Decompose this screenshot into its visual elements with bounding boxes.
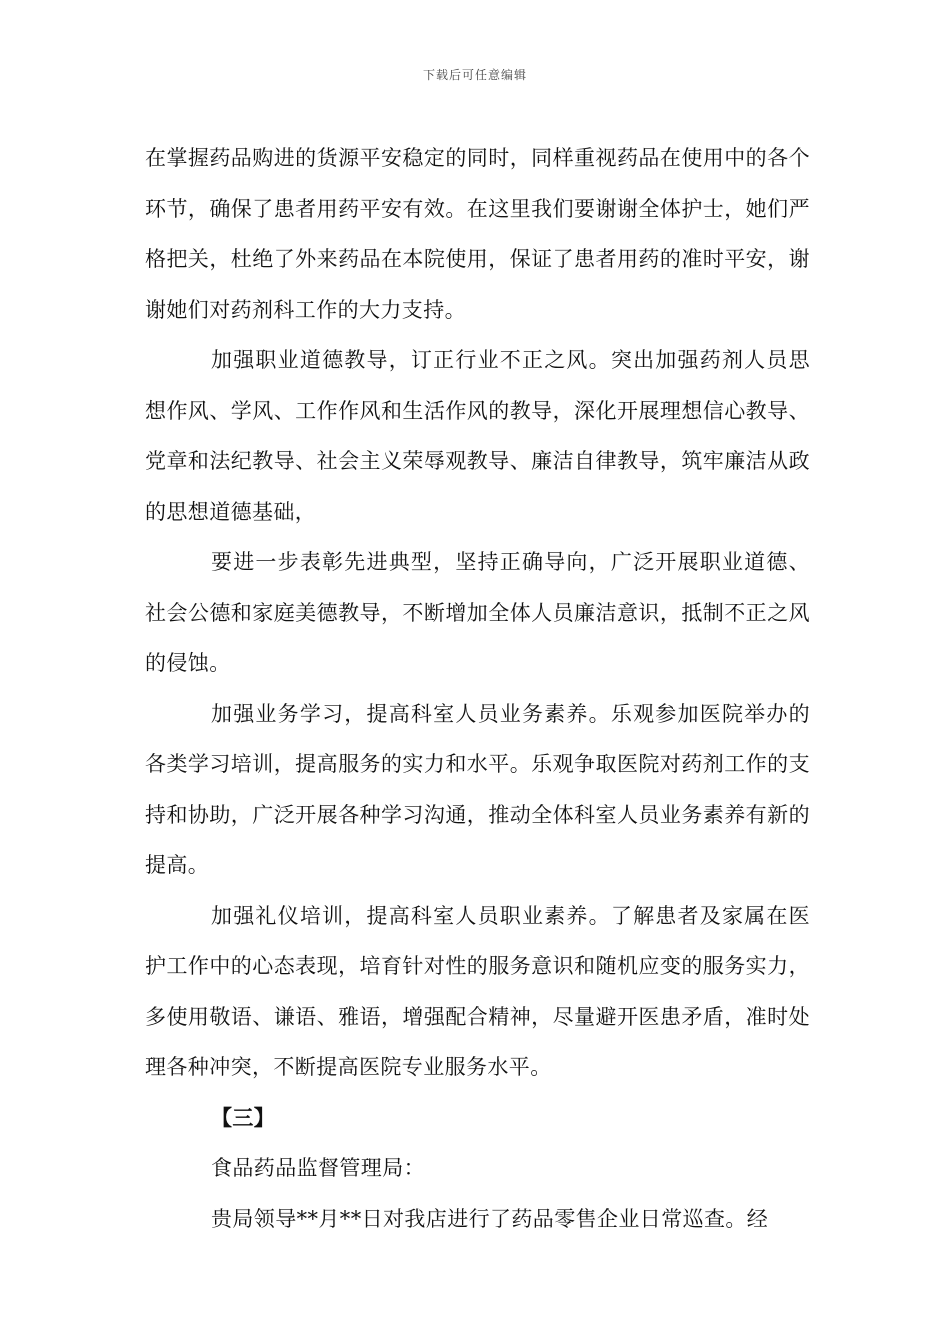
paragraph-2: 加强职业道德教导，订正行业不正之风。突出加强药剂人员思想作风、学风、工作作风和生活作风的教导，深化开展理想信心教导、党章和法纪教导、社会主义荣辱观教导、廉洁自律教导，筑牢廉洁从政的思想道德基础，: [145, 348, 810, 524]
paragraph-3: 要进一步表彰先进典型，坚持正确导向，广泛开展职业道德、社会公德和家庭美德教导，不断增加全体人员廉洁意识，抵制不正之风的侵蚀。: [145, 550, 810, 675]
download-note: 下载后可任意编辑: [422, 68, 527, 82]
paragraph-5: 加强礼仪培训，提高科室人员职业素养。了解患者及家属在医护工作中的心态表现，培育针对性的服务意识和随机应变的服务实力，多使用敬语、谦语、雅语，增强配合精神，尽量避开医患矛盾，准时处理各种冲突，不断提高医院专业服务水平。: [145, 903, 810, 1079]
paragraph-1: 在掌握药品购进的货源平安稳定的同时，同样重视药品在使用中的各个环节，确保了患者用药平安有效。在这里我们要谢谢全体护士，她们严格把关，杜绝了外来药品在本院使用，保证了患者用药的准时平安，谢谢她们对药剂科工作的大力支持。: [145, 146, 810, 322]
section-heading: 【三】: [211, 1104, 276, 1130]
letter-body-start: 贵局领导**月**日对我店进行了药品零售企业日常巡查。经: [211, 1206, 769, 1231]
letter-salutation: 食品药品监督管理局：: [211, 1156, 425, 1180]
document-body: [145, 133, 810, 1244]
paragraph-4: 加强业务学习，提高科室人员业务素养。乐观参加医院举办的各类学习培训，提高服务的实力和水平。乐观争取医院对药剂工作的支持和协助，广泛开展各种学习沟通，推动全体科室人员业务素养有新的提高。: [145, 701, 810, 877]
